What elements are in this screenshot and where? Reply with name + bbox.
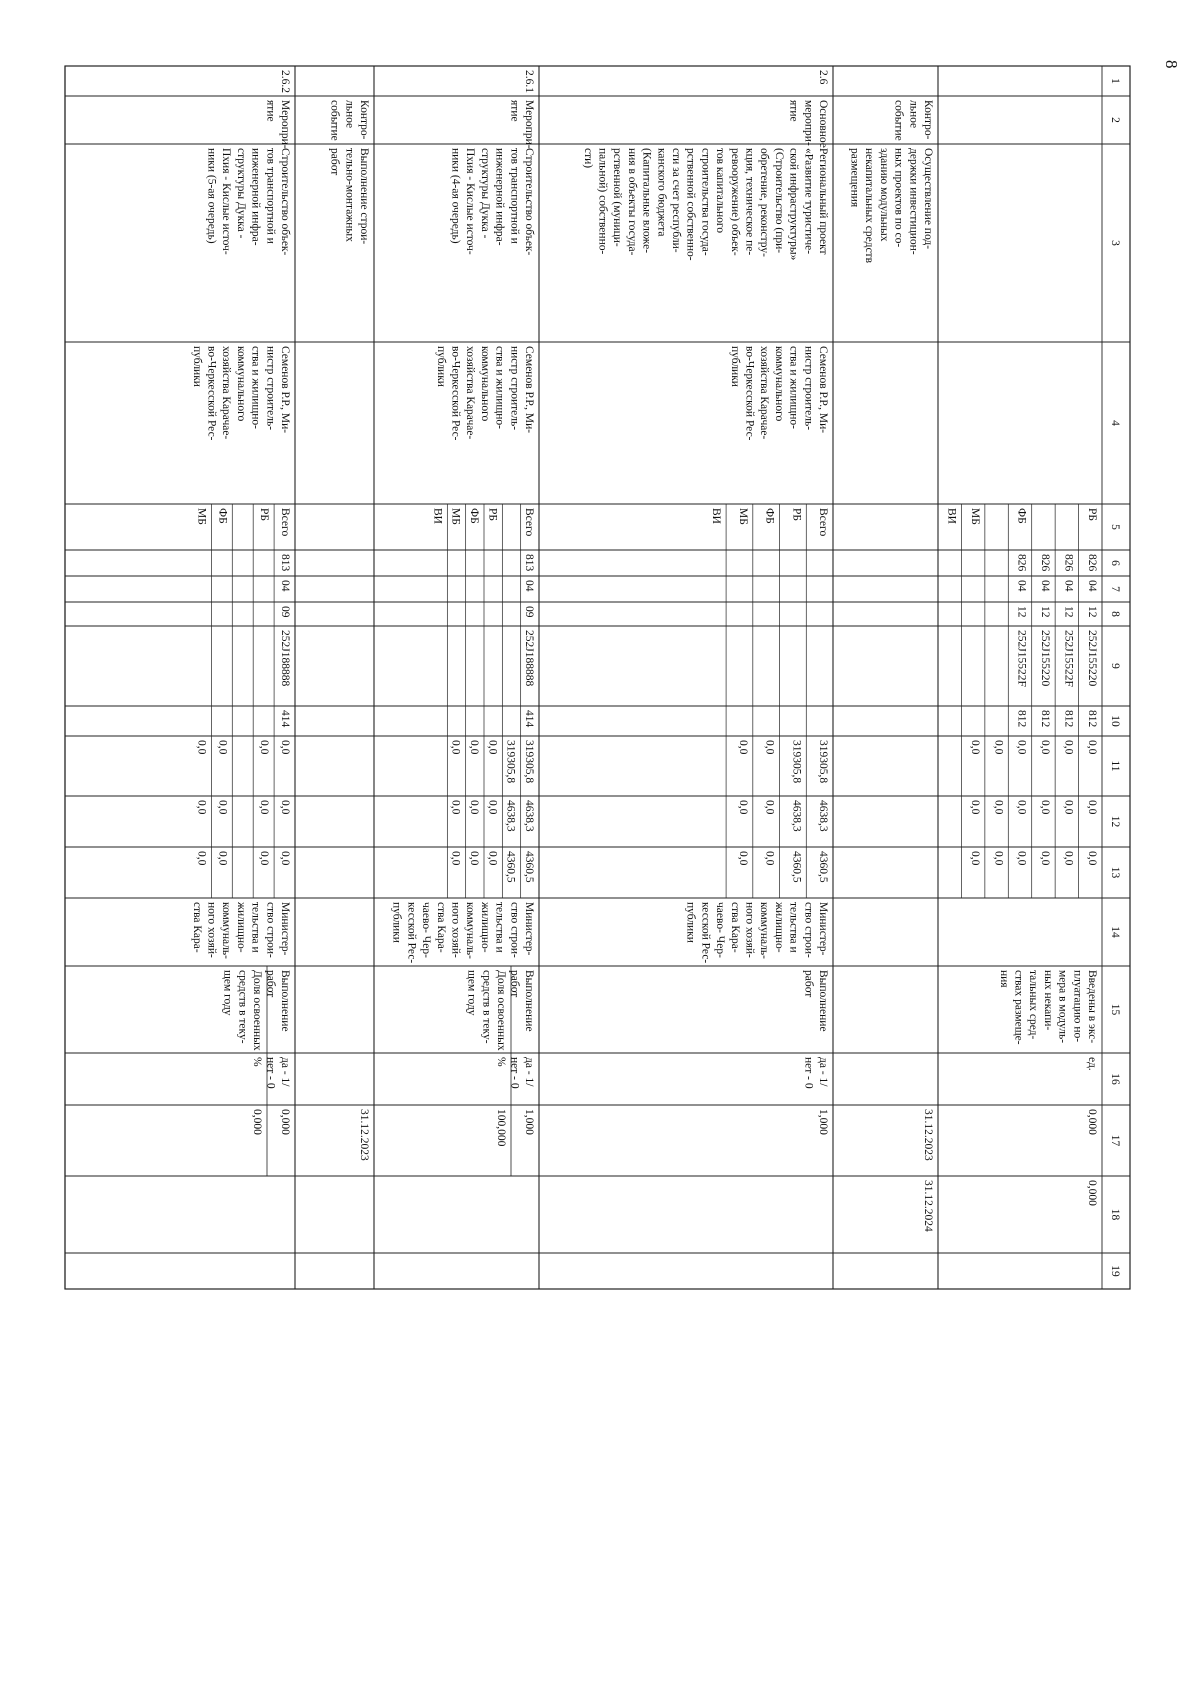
cell-r0-c8: 12 — [1015, 606, 1028, 618]
header-col-5: 5 — [1109, 524, 1121, 530]
cell-r2-c3: ния в объекты госуда- — [625, 148, 638, 256]
cell-r2-c3: сти за счет республи- — [670, 148, 682, 253]
cell-r0-c15: плуатацию но- — [1071, 970, 1084, 1043]
cell-r5-c13: 0,0 — [258, 851, 271, 866]
cell-r3-c14: публики — [390, 902, 403, 943]
cell-r0-c15: тальных сред- — [1027, 970, 1040, 1040]
cell-r0-c8: 12 — [1062, 606, 1075, 618]
cell-r0-c10: 812 — [1062, 710, 1075, 728]
cell-r3-c2: ятие — [508, 100, 521, 122]
cell-r5-c9: 252J188888 — [279, 630, 291, 687]
cell-r3-c16a: нет - 0 — [508, 1057, 521, 1089]
cell-r2-c4: нистр строитель- — [802, 346, 815, 431]
cell-r1-c17: 31.12.2023 — [922, 1109, 934, 1161]
cell-r5-c6: 813 — [279, 554, 291, 572]
cell-r3-c14: чаево- Чер- — [420, 902, 433, 958]
cell-r2-c16: нет - 0 — [802, 1057, 815, 1089]
cell-r0-c15: Введены в экс- — [1086, 970, 1098, 1044]
cell-r2-c3: «Развитие туристиче- — [802, 148, 815, 255]
cell-r4-c2: льное — [343, 100, 356, 129]
cell-r2-c3: (Строительство (при- — [772, 148, 785, 254]
header-col-16: 16 — [1109, 1073, 1121, 1085]
cell-r2-c2: ятие — [787, 100, 800, 122]
header-col-14: 14 — [1109, 926, 1121, 938]
cell-r5-c3: Пхия - Кислые источ- — [220, 148, 233, 255]
cell-r0-c15: ствах размеще- — [1012, 970, 1025, 1045]
cell-r4-c17: 31.12.2023 — [358, 1109, 370, 1161]
cell-r3-c8: 09 — [523, 606, 535, 618]
cell-r5-c14: тельства и — [249, 902, 262, 953]
cell-r0-c9: 252J155220 — [1086, 630, 1098, 687]
cell-r0-c10: 812 — [1015, 710, 1028, 728]
cell-r2-c14: жилищно- — [772, 902, 785, 953]
cell-r5-c14: Министер- — [279, 902, 291, 956]
cell-r3-c4: хозяйства Карачае- — [464, 346, 477, 440]
cell-r0-c12: 0,0 — [1062, 800, 1075, 815]
cell-r2-c3: (Капитальные вложе- — [640, 148, 653, 254]
cell-r0-c13: 0,0 — [1039, 851, 1052, 866]
cell-r0-c9: 252J15522F — [1015, 630, 1028, 687]
cell-r5-c4: во-Черкесской Рес- — [205, 346, 218, 441]
header-col-4: 4 — [1109, 420, 1121, 426]
funding-source: РБ — [486, 508, 499, 521]
cell-r3-c15b: Доля освоенных — [495, 970, 507, 1051]
cell-r3-c10: 414 — [523, 710, 535, 728]
cell-r2-c12: 0,0 — [736, 800, 749, 815]
header-col-2: 2 — [1109, 117, 1121, 123]
cell-r2-c11: 319305,8 — [790, 740, 803, 784]
cell-r3-c16a: да - 1/ — [523, 1057, 535, 1087]
cell-r2-c3: рственной (муници- — [611, 148, 624, 247]
cell-r0-c7: 04 — [1086, 580, 1098, 592]
cell-r2-c13: 4360,5 — [790, 851, 803, 883]
cell-r2-c3: рственной собственно- — [684, 148, 697, 261]
cell-r5-c15b: средств в теку- — [236, 970, 249, 1044]
cell-r3-c17b: 100,000 — [495, 1109, 507, 1147]
cell-r2-c1: 2.6 — [817, 70, 829, 85]
cell-r3-c14: ство строи- — [508, 902, 521, 958]
cell-r0-c13: 0,0 — [1062, 851, 1075, 866]
cell-r5-c4: публики — [190, 346, 203, 387]
cell-r3-c4: нистр строитель- — [508, 346, 521, 431]
cell-r3-c14: коммуналь- — [464, 902, 477, 960]
cell-r2-c3: канского бюджета — [655, 148, 668, 237]
cell-r3-c2: Меропри- — [523, 100, 535, 149]
cell-r0-c10: 812 — [1039, 710, 1052, 728]
cell-r0-c9: 252J15522F — [1062, 630, 1075, 687]
cell-r0-c6: 826 — [1086, 554, 1098, 572]
header-col-7: 7 — [1109, 586, 1121, 592]
cell-r2-c12: 4638,3 — [790, 800, 803, 832]
funding-source: Всего — [817, 508, 829, 537]
cell-r0-c13: 0,0 — [1015, 851, 1028, 866]
cell-r3-c14: Министер- — [523, 902, 535, 956]
funding-source: МБ — [968, 508, 981, 525]
cell-r5-c17b: 0,000 — [251, 1109, 263, 1135]
cell-r0-c18: 0,000 — [1086, 1180, 1098, 1206]
cell-r3-c12: 0,0 — [449, 800, 462, 815]
cell-r2-c4: ства и жилищно- — [787, 346, 800, 429]
cell-r5-c8: 09 — [279, 606, 291, 618]
cell-r2-c3: тов капитального — [714, 148, 727, 234]
cell-r2-c3: ской инфраструктуры» — [787, 148, 800, 261]
cell-r0-c11: 0,0 — [1086, 740, 1098, 755]
cell-r5-c15a: Выполнение — [279, 970, 291, 1032]
cell-r5-c3: ники (5-ая очередь) — [205, 148, 218, 244]
cell-r3-c14: жилищно- — [478, 902, 491, 953]
cell-r5-c12: 0,0 — [279, 800, 291, 815]
cell-r5-c1: 2.6.2 — [279, 70, 291, 93]
budget-table — [65, 66, 1130, 1289]
cell-r5-c12: 0,0 — [216, 800, 229, 815]
cell-r0-c6: 826 — [1039, 554, 1052, 572]
cell-r1-c3: держки инвестицион- — [907, 148, 920, 255]
cell-r2-c11: 319305,8 — [817, 740, 829, 784]
cell-r1-c3: размещения — [848, 148, 861, 208]
cell-r3-c3: инженерной инфра- — [493, 148, 506, 246]
cell-r3-c3: тов транспортной и — [508, 148, 521, 244]
cell-r0-c12: 0,0 — [992, 800, 1005, 815]
cell-r0-c7: 04 — [1062, 580, 1075, 592]
cell-r2-c14: чаево- Чер- — [714, 902, 727, 958]
cell-r5-c15b: Доля освоенных — [251, 970, 263, 1051]
cell-r2-c11: 0,0 — [736, 740, 749, 755]
cell-r5-c3: структуры Дукка - — [234, 148, 247, 239]
header-col-12: 12 — [1109, 815, 1121, 828]
cell-r5-c4: нистр строитель- — [264, 346, 277, 431]
cell-r4-c3: работ — [328, 148, 341, 176]
cell-r5-c4: коммунального — [234, 346, 247, 422]
page-number: 8 — [1162, 60, 1181, 69]
header-col-11: 11 — [1109, 760, 1121, 772]
cell-r3-c15a: Выполнение — [523, 970, 535, 1032]
cell-r3-c14: тельства и — [493, 902, 506, 953]
cell-r5-c14: жилищно- — [234, 902, 247, 953]
cell-r0-c11: 0,0 — [1039, 740, 1052, 755]
cell-r4-c3: тельно-монтажных — [343, 148, 356, 242]
cell-r0-c12: 0,0 — [1086, 800, 1098, 815]
cell-r3-c11: 319305,8 — [504, 740, 517, 784]
cell-r0-c16: ед. — [1086, 1057, 1098, 1071]
cell-r3-c12: 4638,3 — [523, 800, 535, 832]
cell-r0-c8: 12 — [1039, 606, 1052, 618]
cell-r2-c14: кесской Рес- — [699, 902, 712, 964]
cell-r5-c3: инженерной инфра- — [249, 148, 262, 246]
header-col-9: 9 — [1109, 663, 1121, 669]
cell-r5-c14: ного хозяй- — [205, 902, 218, 958]
cell-r5-c11: 0,0 — [279, 740, 291, 755]
cell-r2-c3: кция, техническое пе- — [743, 148, 756, 256]
cell-r3-c17a: 1,000 — [523, 1109, 535, 1135]
cell-r0-c10: 812 — [1086, 710, 1098, 728]
cell-r1-c3: ных проектов по со- — [892, 148, 905, 248]
cell-r3-c4: публики — [434, 346, 447, 387]
cell-r3-c13: 4360,5 — [504, 851, 517, 883]
cell-r1-c2: Контро- — [922, 100, 934, 140]
cell-r3-c7: 04 — [523, 580, 535, 592]
cell-r3-c11: 319305,8 — [523, 740, 535, 784]
funding-source: Всего — [523, 508, 535, 537]
cell-r5-c11: 0,0 — [258, 740, 271, 755]
cell-r0-c11: 0,0 — [992, 740, 1005, 755]
cell-r2-c11: 0,0 — [763, 740, 776, 755]
funding-source: ФБ — [763, 508, 776, 524]
cell-r5-c4: Семенов Р.Р., Ми- — [279, 346, 291, 434]
cell-r3-c13: 0,0 — [449, 851, 462, 866]
cell-r5-c16a: да - 1/ — [279, 1057, 291, 1087]
cell-r4-c2: событие — [328, 100, 341, 141]
cell-r2-c4: Семенов Р.Р., Ми- — [817, 346, 829, 434]
cell-r3-c3: структуры Дукка - — [478, 148, 491, 239]
cell-r2-c14: ства Кара- — [728, 902, 741, 953]
cell-r3-c1: 2.6.1 — [523, 70, 535, 93]
funding-source: ВИ — [431, 508, 444, 524]
cell-r0-c6: 826 — [1062, 554, 1075, 572]
header-col-19: 19 — [1109, 1265, 1121, 1277]
cell-r3-c13: 4360,5 — [523, 851, 535, 883]
cell-r0-c7: 04 — [1015, 580, 1028, 592]
cell-r5-c10: 414 — [279, 710, 291, 728]
cell-r2-c3: Региональный проект — [817, 148, 829, 255]
cell-r5-c13: 0,0 — [195, 851, 208, 866]
cell-r1-c3: некапитальных средств — [863, 148, 876, 264]
cell-r3-c4: ства и жилищно- — [493, 346, 506, 429]
cell-r2-c14: ство строи- — [802, 902, 815, 958]
cell-r5-c2: Меропри- — [279, 100, 291, 149]
cell-r5-c14: ство строи- — [264, 902, 277, 958]
cell-r5-c13: 0,0 — [216, 851, 229, 866]
cell-r0-c12: 0,0 — [968, 800, 981, 815]
cell-r2-c4: во-Черкесской Рес- — [743, 346, 756, 441]
cell-r2-c14: Министер- — [817, 902, 829, 956]
cell-r5-c4: ства и жилищно- — [249, 346, 262, 429]
cell-r0-c11: 0,0 — [1062, 740, 1075, 755]
cell-r2-c4: хозяйства Карачае- — [758, 346, 771, 440]
cell-r2-c13: 0,0 — [736, 851, 749, 866]
cell-r1-c3: зданию модульных — [877, 148, 890, 242]
cell-r0-c15: мера в модуль- — [1056, 970, 1069, 1044]
cell-r0-c7: 04 — [1039, 580, 1052, 592]
cell-r2-c12: 4638,3 — [817, 800, 829, 832]
cell-r3-c4: во-Черкесской Рес- — [449, 346, 462, 441]
header-col-1: 1 — [1109, 78, 1121, 84]
cell-r5-c12: 0,0 — [258, 800, 271, 815]
cell-r0-c11: 0,0 — [968, 740, 981, 755]
cell-r3-c6: 813 — [523, 554, 535, 572]
cell-r5-c3: тов транспортной и — [264, 148, 277, 244]
cell-r3-c14: ства Кара- — [434, 902, 447, 953]
cell-r2-c3: пальной) собственно- — [596, 148, 609, 255]
funding-source: РБ — [790, 508, 803, 521]
header-col-3: 3 — [1109, 240, 1121, 246]
cell-r2-c2: меропри- — [802, 100, 815, 146]
cell-r4-c3: Выполнение строи- — [358, 148, 370, 245]
cell-r3-c3: Строительство объек- — [523, 148, 535, 256]
cell-r0-c15: ния — [997, 970, 1010, 988]
cell-r3-c4: Семенов Р.Р., Ми- — [523, 346, 535, 434]
cell-r5-c16a: нет - 0 — [264, 1057, 277, 1089]
funding-source: ВИ — [710, 508, 723, 524]
cell-r5-c4: хозяйства Карачае- — [220, 346, 233, 440]
funding-source: ФБ — [468, 508, 480, 524]
cell-r5-c15b: щем году — [221, 970, 234, 1016]
funding-source: МБ — [449, 508, 462, 525]
cell-r5-c2: ятие — [264, 100, 277, 122]
header-col-17: 17 — [1109, 1134, 1121, 1147]
cell-r5-c13: 0,0 — [279, 851, 291, 866]
cell-r2-c17: 1,000 — [817, 1109, 829, 1135]
cell-r1-c2: событие — [892, 100, 905, 141]
funding-source: МБ — [736, 508, 749, 525]
header-col-6: 6 — [1109, 560, 1121, 566]
cell-r0-c9: 252J155220 — [1039, 630, 1052, 687]
cell-r3-c15a: работ — [508, 970, 521, 998]
cell-r2-c14: ного хозяй- — [743, 902, 756, 958]
cell-r5-c14: коммуналь- — [220, 902, 233, 960]
cell-r3-c13: 0,0 — [486, 851, 499, 866]
header-col-15: 15 — [1109, 1003, 1121, 1016]
cell-r5-c11: 0,0 — [216, 740, 229, 755]
cell-r5-c14: ства Кара- — [190, 902, 203, 953]
cell-r2-c3: ревооружение) объек- — [728, 148, 741, 256]
cell-r2-c14: коммуналь- — [758, 902, 771, 960]
cell-r3-c4: коммунального — [478, 346, 491, 422]
cell-r3-c9: 252J188888 — [523, 630, 535, 687]
cell-r3-c15b: щем году — [465, 970, 478, 1016]
cell-r2-c14: тельства и — [787, 902, 800, 953]
cell-r3-c3: ники (4-ая очередь) — [449, 148, 462, 244]
cell-r2-c16: да - 1/ — [817, 1057, 829, 1087]
funding-source: Всего — [279, 508, 291, 537]
cell-r3-c13: 0,0 — [468, 851, 480, 866]
cell-r3-c3: Пхия - Кислые источ- — [464, 148, 477, 255]
cell-r1-c2: льное — [907, 100, 920, 129]
cell-r3-c16b: % — [495, 1057, 507, 1067]
cell-r3-c15b: средств в теку- — [480, 970, 493, 1044]
funding-source: ФБ — [1015, 508, 1028, 524]
cell-r3-c11: 0,0 — [468, 740, 480, 755]
cell-r3-c12: 0,0 — [486, 800, 499, 815]
funding-source: ФБ — [216, 508, 229, 524]
cell-r0-c15: ных некапи- — [1041, 970, 1054, 1031]
header-col-13: 13 — [1109, 866, 1121, 879]
cell-r2-c15: Выполнение — [817, 970, 829, 1032]
cell-r3-c12: 0,0 — [468, 800, 480, 815]
cell-r2-c3: обретение, реконстру- — [758, 148, 771, 257]
cell-r0-c17: 0,000 — [1086, 1109, 1098, 1135]
cell-r0-c13: 0,0 — [968, 851, 981, 866]
cell-r3-c14: ного хозяй- — [449, 902, 462, 958]
funding-source: РБ — [258, 508, 271, 521]
header-col-8: 8 — [1109, 611, 1121, 617]
cell-r2-c4: публики — [728, 346, 741, 387]
funding-source: МБ — [195, 508, 208, 525]
cell-r5-c17a: 0,000 — [279, 1109, 291, 1135]
cell-r5-c12: 0,0 — [195, 800, 208, 815]
cell-r2-c3: сти) — [581, 148, 594, 169]
cell-r3-c14: кесской Рес- — [405, 902, 418, 964]
cell-r3-c12: 4638,3 — [504, 800, 517, 832]
cell-r2-c15: работ — [802, 970, 815, 998]
cell-r0-c8: 12 — [1086, 606, 1098, 618]
cell-r3-c11: 0,0 — [449, 740, 462, 755]
cell-r4-c2: Контро- — [358, 100, 370, 140]
cell-r2-c4: коммунального — [772, 346, 785, 422]
cell-r1-c3: Осуществление под- — [922, 148, 934, 250]
cell-r2-c13: 0,0 — [763, 851, 776, 866]
cell-r0-c12: 0,0 — [1015, 800, 1028, 815]
cell-r2-c14: публики — [684, 902, 697, 943]
funding-source: ВИ — [945, 508, 958, 524]
cell-r3-c11: 0,0 — [486, 740, 499, 755]
cell-r2-c13: 4360,5 — [817, 851, 829, 883]
cell-r0-c6: 826 — [1015, 554, 1028, 572]
cell-r5-c3: Строительство объек- — [279, 148, 291, 256]
cell-r2-c3: строительства госуда- — [699, 148, 712, 256]
cell-r2-c12: 0,0 — [763, 800, 776, 815]
cell-r0-c11: 0,0 — [1015, 740, 1028, 755]
cell-r5-c16b: % — [251, 1057, 263, 1067]
cell-r0-c13: 0,0 — [992, 851, 1005, 866]
cell-r2-c2: Основное — [817, 100, 829, 148]
funding-source: РБ — [1086, 508, 1098, 521]
header-col-10: 10 — [1109, 715, 1121, 727]
cell-r0-c12: 0,0 — [1039, 800, 1052, 815]
cell-r5-c7: 04 — [279, 580, 291, 592]
cell-r5-c11: 0,0 — [195, 740, 208, 755]
cell-r0-c13: 0,0 — [1086, 851, 1098, 866]
header-col-18: 18 — [1109, 1208, 1121, 1221]
cell-r5-c15a: работ — [264, 970, 277, 998]
cell-r1-c18: 31.12.2024 — [922, 1180, 934, 1232]
